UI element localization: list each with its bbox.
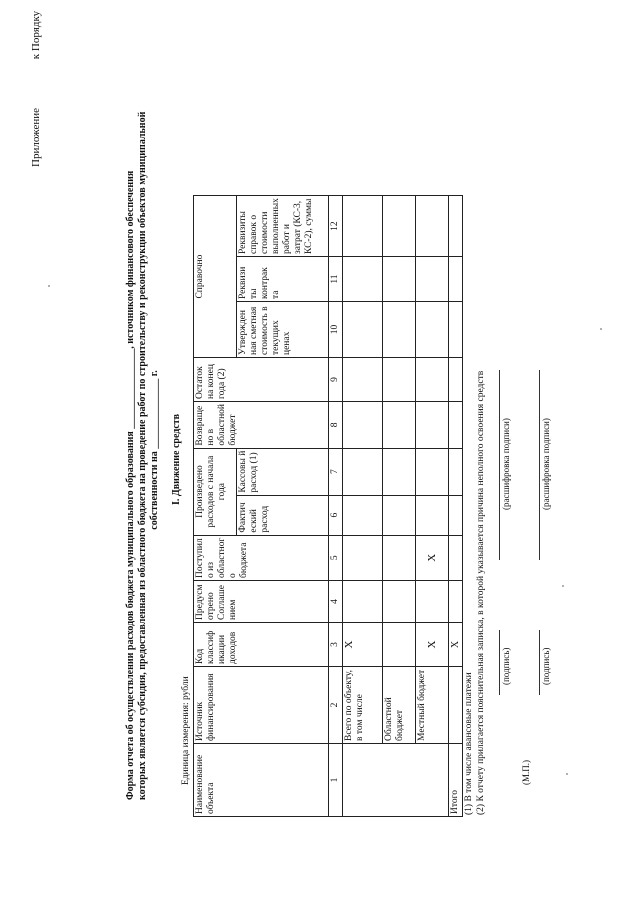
header-contract-details: Реквизи ты контрак та: [237, 257, 329, 302]
col-number: 5: [329, 535, 343, 580]
scan-speck: [566, 773, 568, 775]
decode-caption-2: (расшифровка подписи): [541, 418, 551, 510]
header-funding-source: Источник финансирования: [194, 667, 329, 744]
decode-line-2: [539, 370, 540, 560]
received-cell: [343, 535, 383, 580]
code-cell: X: [343, 623, 383, 667]
footnote-1: (1) В том числе авансовые платежи: [464, 672, 474, 815]
source-cell: Всего по объекту, в том числе: [343, 667, 383, 744]
table-row: [343, 196, 383, 817]
footnote-2: (2) К отчету прилагается пояснительная записка, в которой указывается причина неполного освоения средств: [476, 370, 486, 815]
scan-speck: [600, 328, 602, 330]
funds-movement-table: [193, 195, 463, 817]
header-cash-expense: Кассовы й расход (1): [237, 448, 329, 495]
object-name-cell: [343, 744, 449, 817]
received-cell: X: [416, 535, 449, 580]
column-numbers-row: [329, 196, 343, 817]
header-reference: Справочно: [194, 196, 237, 358]
header-approved-estimate: Утвержден ная сметная стоимость в текущих ценах: [237, 302, 329, 358]
col-number: 11: [329, 257, 343, 302]
table-row: [416, 196, 449, 817]
appendix-label: Приложение: [30, 107, 42, 167]
scan-speck: [562, 585, 564, 587]
header-received-regional: Поступил о из областног о бюджета: [194, 535, 329, 580]
header-actual-expense: Фактич еский расход: [237, 495, 329, 535]
code-cell: [383, 623, 416, 667]
header-expenses-since-start: Произведено расходов с начала года: [194, 448, 237, 535]
header-income-code: Код классиф икации доходов: [194, 623, 329, 667]
col-number: 10: [329, 302, 343, 358]
col-number: 6: [329, 495, 343, 535]
col-number: 9: [329, 358, 343, 402]
total-code-cell: X: [449, 623, 463, 667]
total-row: [449, 196, 463, 817]
title-line-2: которых является субсидия, предоставленная из областного бюджета на проведение работ по строительству и реконструкции объектов муниципальной: [137, 111, 148, 800]
signature-line-1: [499, 630, 500, 695]
title-line-3: собственности на ______________ г.: [149, 370, 160, 530]
section-title: I. Движение средств: [171, 413, 182, 505]
scan-speck: [48, 285, 50, 287]
appendix-header: [30, 0, 42, 167]
header-returned-regional: Возвраще но в областной бюджет: [194, 402, 329, 449]
col-number: 12: [329, 196, 343, 257]
signature-caption-2: (подпись): [541, 647, 551, 685]
header-balance-year-end: Остаток на конец года (2): [194, 358, 329, 402]
received-cell: [383, 535, 416, 580]
col-number: 7: [329, 448, 343, 495]
header-agreement-amount: Предусм отрено Соглаше нием: [194, 581, 329, 623]
source-cell: Местный бюджет: [416, 667, 449, 744]
order-label: к Порядку: [30, 10, 42, 60]
code-cell: X: [416, 623, 449, 667]
title-line-1: Форма отчета об осуществлении расходов бюджета муниципального образования ________________, источником финансового обеспечения: [125, 170, 136, 800]
total-label: Итого: [449, 744, 463, 817]
col-number: 3: [329, 623, 343, 667]
report-title: [125, 100, 161, 800]
col-number: 2: [329, 667, 343, 744]
signature-caption-1: (подпись): [501, 647, 511, 685]
table-row: [383, 196, 416, 817]
header-certificates: Реквизиты справок о стоимости выполненных работ и затрат (КС-3, КС-2), суммы: [237, 196, 329, 257]
decode-caption-1: (расшифровка подписи): [501, 418, 511, 510]
header-object-name: Наименование объекта: [194, 744, 329, 817]
signature-line-2: [539, 630, 540, 695]
col-number: 1: [329, 744, 343, 817]
unit-label: Единица измерения: рубли: [181, 676, 191, 785]
col-number: 8: [329, 402, 343, 449]
decode-line-1: [499, 370, 500, 560]
col-number: 4: [329, 581, 343, 623]
stamp-place-label: (М.П.): [521, 760, 531, 785]
source-cell: Областной бюджет: [383, 667, 416, 744]
